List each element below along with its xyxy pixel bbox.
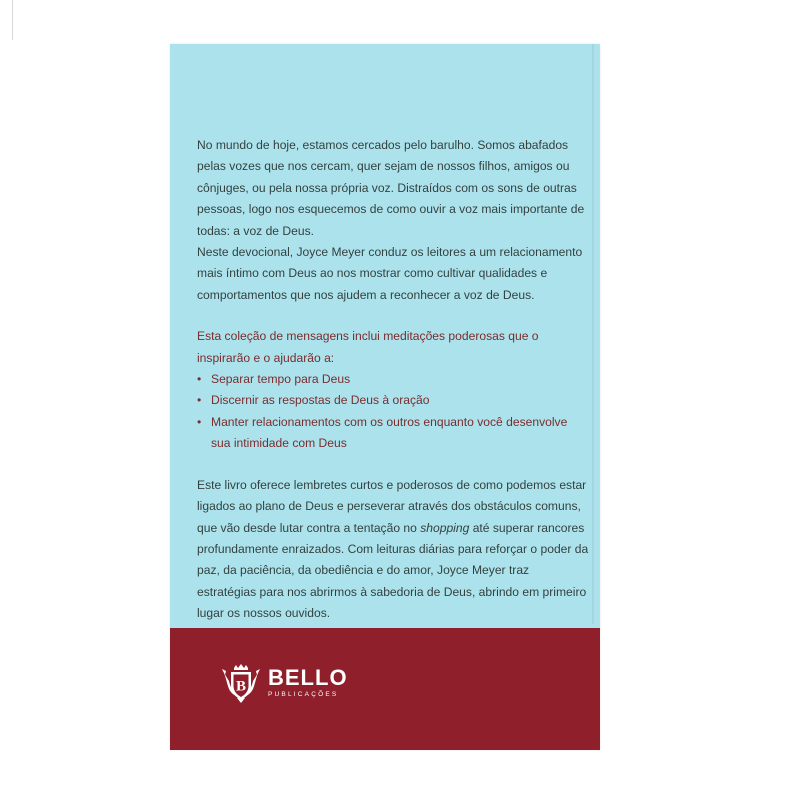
intro-paragraph-1: No mundo de hoje, estamos cercados pelo barulho. Somos abafados pelas vozes que nos cercam, quer sejam de nossos filhos, amigos ou cônjuges, ou pela nossa própria voz. Distraídos com os sons de outras pessoas, logo nos esquecemos de como ouvir a voz mais importante de todas: a voz de Deus. [197, 138, 585, 238]
crest-letter: B [235, 678, 247, 695]
outro-text-end: até superar rancores profundamente enraizados. Com leituras diárias para reforçar o poder da paz, da paciência, da obediência e do amor, Joyce Meyer traz estratégias para nos abrirmos à sabedoria de Deus, abrindo em primeiro lugar os nossos ouvidos. [197, 520, 589, 621]
corner-divider [0, 0, 13, 40]
blurb-text [197, 135, 589, 667]
bullet-icon: • [197, 414, 202, 429]
bullet-icon: • [197, 393, 202, 408]
cover-edge-shadow [592, 44, 594, 624]
outro-paragraph-1 [197, 475, 589, 625]
list-item [197, 369, 589, 390]
list-item-text: Discernir as respostas de Deus à oração [211, 393, 430, 408]
list-item-text: Separar tempo para Deus [211, 372, 351, 387]
publisher-wordmark [268, 667, 348, 699]
list-item [197, 390, 589, 411]
collection-heading: Esta coleção de mensagens inclui meditações poderosas que o inspirarão e o ajudarão a: [197, 329, 539, 365]
list-item-text: Manter relacionamentos com os outros enquanto você desenvolve sua intimidade com Deus [211, 414, 568, 451]
publisher-subtitle: PUBLICAÇÕES [268, 691, 339, 698]
collection-section [197, 326, 589, 454]
publisher-band [170, 628, 600, 750]
publisher-name: BELLO [268, 665, 348, 690]
outro-italic-word: shopping [420, 520, 470, 535]
intro-paragraph-2: Neste devocional, Joyce Meyer conduz os leitores a um relacionamento mais íntimo com Deus ao nos mostrar como cultivar qualidades e comportamentos que nos ajudem a reconhecer a voz de Deus. [197, 245, 583, 302]
list-item [197, 412, 589, 455]
publisher-logo [220, 662, 348, 704]
benefit-list [197, 369, 589, 455]
crest-shield-icon [220, 662, 262, 704]
intro-section [197, 135, 589, 306]
book-back-cover [170, 44, 600, 750]
bullet-icon: • [197, 372, 202, 387]
outro-text-start: Este livro oferece lembretes curtos e poderosos de como podemos estar ligados ao plano de Deus e perseverar através dos obstáculos comuns, que vão desde lutar contra a tentação no [197, 477, 587, 535]
